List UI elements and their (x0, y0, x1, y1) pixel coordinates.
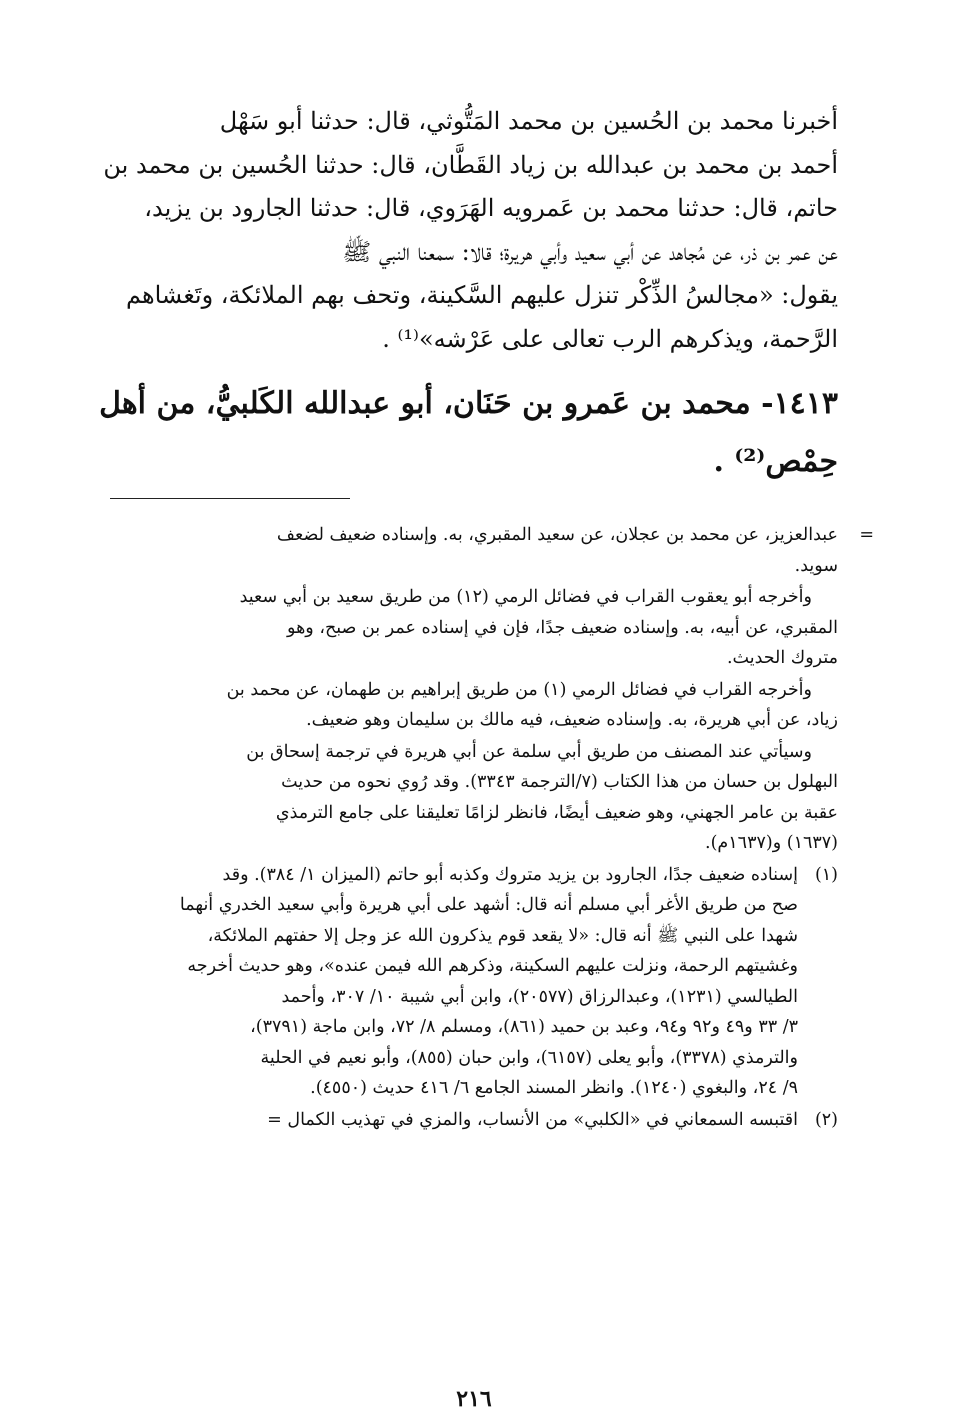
main-text-line: حاتم، قال: حدثنا محمد بن عَمرويه الهَرَوي، قال: حدثنا الجارود بن يزيد، (144, 194, 838, 222)
page-number: ٢١٦ (456, 1386, 492, 1412)
footnote-line: إسناده ضعيف جدًا، الجارود بن يزيد متروك وكذبه أبو حاتم (الميزان ١/ ٣٨٤). وقد (222, 864, 798, 885)
footnotes-section (110, 520, 874, 1136)
note-line: وأخرجه القراب في فضائل الرمي (١) من طريق إبراهيم بن طهمان، عن محمد بن (226, 679, 812, 700)
footnote-separator (110, 498, 350, 499)
footnote-line: شهدا على النبي ﷺ أنه قال: «لا يقعد قوم يذكرون الله عز وجل إلا حفتهم الملائكة، (207, 925, 798, 946)
note-line: (١٦٣٧) و(١٦٣٧م). (705, 833, 838, 853)
footnote-number: (٢) (814, 1109, 838, 1130)
main-text-line: أحمد بن محمد بن عبدالله بن زياد القَطَّان، قال: حدثنا الحُسين بن محمد بن (103, 150, 838, 179)
note-paragraph (110, 675, 838, 736)
page (99, 100, 874, 1412)
note-paragraph (110, 520, 838, 581)
footnote-line: وغشيتهم الرحمة، ونزلت عليهم السكينة، وذكرهم الله فيمن عنده»، وهو حديث أخرجه (187, 956, 798, 976)
footnote-line: ٩/ ٢٤، والبغوي (١٢٤٠). وانظر المسند الجامع ٦/ ٤١٦ حديث (٤٥٥٠). (310, 1078, 798, 1098)
footnote-line: والترمذي (٣٣٧٨)، وأبو يعلى (٦١٥٧)، وابن حبان (٨٥٥)، وأبو نعيم في الحلية (260, 1047, 798, 1068)
note-line: وأخرجه أبو يعقوب القراب في فضائل الرمي (١٢) من طريق سعيد بن أبي سعيد (239, 587, 812, 607)
footnote-number: (١) (814, 864, 838, 885)
footnote-line: الطيالسي (١٢٣١)، وعبدالرزاق (٢٠٥٧٧)، وابن أبي شيبة ١٠/ ٣٠٧، وأحمد (281, 986, 798, 1007)
note-line: زياد، عن أبي هريرة، به. وإسناده ضعيف، فيه مالك بن سليمان وهو ضعيف. (306, 710, 838, 730)
note-line: عقبة بن عامر الجهني، وهو ضعيف أيضًا، فانظر لزامًا تعليقنا على جامع الترمذي (275, 802, 838, 823)
note-line: وسيأتي عند المصنف من طريق أبي سلمة عن أبي هريرة في ترجمة إسحاق بن (246, 741, 812, 762)
footnote-line: ٣/ ٣٣ و٤٩ و٩٢ و٩٤، وعبد بن حميد (٨٦١)، ومسلم ٨/ ٧٢، وابن ماجة (٣٧٩١)، (250, 1017, 798, 1037)
continuation-mark: = (859, 525, 874, 545)
main-text (103, 100, 838, 361)
entry-heading (99, 375, 838, 491)
entry-heading-line: ١٤١٣- محمد بن عَمرو بن حَنَان، أبو عبدالله الكَلبيُّ، من أهل (99, 386, 838, 421)
note-paragraph (110, 737, 838, 859)
main-text-line: عن عمر بن ذر، عن مُجاهد عن أبي سعيد وأبي هريرة؛ قالا: سمعنا النبي ﷺ (342, 237, 838, 266)
note-line: عبدالعزيز، عن محمد بن عجلان، عن سعيد المقبري، به. وإسناده ضعيف لضعف (276, 525, 838, 545)
footnote (110, 1105, 838, 1136)
footnote-list (110, 860, 838, 1136)
footnote-body (110, 1105, 798, 1136)
footnote (110, 860, 838, 1104)
main-text-line: يقول: «مجالسُ الذِّكْر تنزل عليهم السَّكينة، وتحف بهم الملائكة، وتَغشاهم (125, 281, 838, 309)
note-paragraph (110, 582, 838, 674)
note-line: متروك الحديث. (726, 648, 838, 668)
note-line: سويد. (794, 555, 838, 576)
main-text-line: أخبرنا محمد بن الحُسين بن محمد المَتُّوثي، قال: حدثنا أبو سَهْل (219, 107, 838, 135)
footnote-line: اقتبسه السمعاني في «الكلبي» من الأنساب، والمزي في تهذيب الكمال = (267, 1109, 798, 1130)
footnote-body (110, 860, 798, 1104)
note-line: المقبري، عن أبيه، به. وإسناده ضعيف جدًا، فإن في إسناده عمر بن صبح، وهو (287, 617, 838, 638)
note-line: البهلول بن حسان من هذا الكتاب (٧/الترجمة ٣٣٤٣). وقد رُوي نحوه من حديث (281, 772, 838, 792)
entry-heading-line: حِمْص⁽²⁾ . (713, 444, 838, 479)
main-text-line: الرَّحمة، ويذكرهم الرب تعالى على عَرْشه»⁽¹⁾ . (382, 324, 838, 353)
notes-continued (110, 520, 838, 859)
footnote-line: صح من طريق الأغر أبي مسلم أنه قال: أشهد على أبي هريرة وأبي سعيد الخدري أنهما (179, 895, 798, 915)
